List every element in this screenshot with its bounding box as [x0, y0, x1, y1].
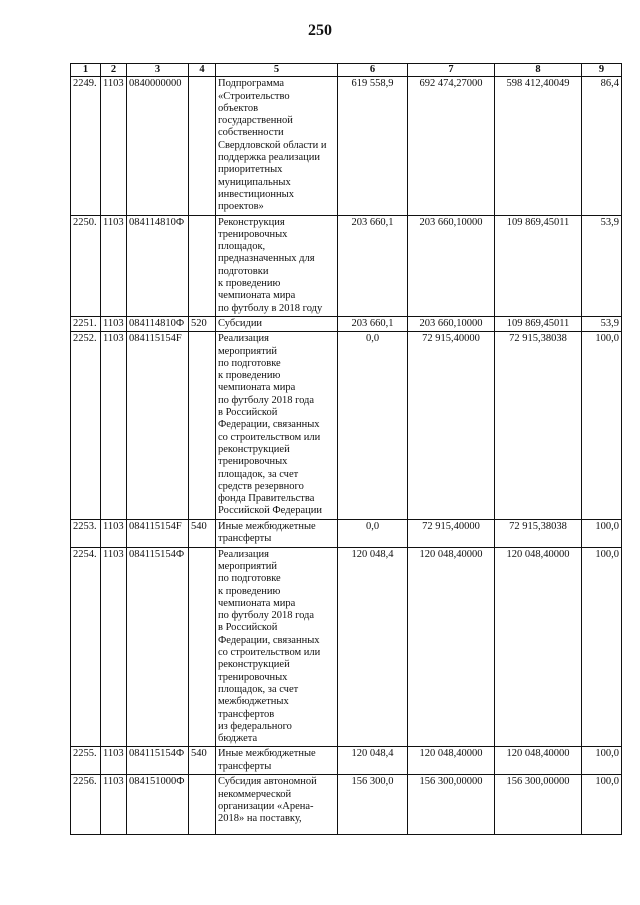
executed-amount: 598 412,40049 [495, 77, 582, 215]
column-header: 6 [338, 64, 408, 77]
executed-amount: 156 300,00000 [495, 775, 582, 835]
target-article-code: 0840000000 [127, 77, 189, 215]
execution-percent: 53,9 [582, 316, 622, 331]
section-code: 1103 [101, 747, 127, 775]
executed-amount: 120 048,40000 [495, 747, 582, 775]
item-name: Подпрограмма «Строительство объектов государственной собственности Свердловской области и поддержка реализации приоритетных муниципальных инвестиционных проектов» [216, 77, 338, 215]
execution-percent: 100,0 [582, 332, 622, 519]
expense-type-code: 540 [189, 747, 216, 775]
target-article-code: 084115154F [127, 332, 189, 519]
row-number: 2256. [71, 775, 101, 835]
item-name: Субсидия автономной некоммерческой организации «Арена- 2018» на поставку, [216, 775, 338, 835]
column-header: 5 [216, 64, 338, 77]
row-number: 2250. [71, 215, 101, 316]
item-name: Иные межбюджетные трансферты [216, 519, 338, 547]
expense-type-code [189, 215, 216, 316]
budget-table [70, 63, 622, 835]
planned-amount: 0,0 [338, 519, 408, 547]
column-header: 3 [127, 64, 189, 77]
expense-type-code [189, 547, 216, 747]
planned-amount: 0,0 [338, 332, 408, 519]
execution-percent: 100,0 [582, 547, 622, 747]
item-name: Реализация мероприятий по подготовке к проведению чемпионата мира по футболу 2018 года в Российской Федерации, связанных со строительством или реконструкцией тренировочных площадок, за счет средств резервного фонда Правительства Российской Федерации [216, 332, 338, 519]
row-number: 2255. [71, 747, 101, 775]
target-article-code: 084115154Ф [127, 747, 189, 775]
target-article-code: 084115154F [127, 519, 189, 547]
row-number: 2252. [71, 332, 101, 519]
item-name: Субсидии [216, 316, 338, 331]
row-number: 2249. [71, 77, 101, 215]
execution-percent: 53,9 [582, 215, 622, 316]
section-code: 1103 [101, 77, 127, 215]
revised-amount: 120 048,40000 [408, 547, 495, 747]
execution-percent: 86,4 [582, 77, 622, 215]
table-row [71, 332, 622, 519]
revised-amount: 72 915,40000 [408, 332, 495, 519]
item-name: Реализация мероприятий по подготовке к проведению чемпионата мира по футболу 2018 года в Российской Федерации, связанных со строительством или реконструкцией тренировочных площадок, за счет межбюджетных трансфертов из федерального бюджета [216, 547, 338, 747]
table-row [71, 519, 622, 547]
expense-type-code [189, 77, 216, 215]
planned-amount: 203 660,1 [338, 215, 408, 316]
table-header-row [71, 64, 622, 77]
executed-amount: 72 915,38038 [495, 332, 582, 519]
execution-percent: 100,0 [582, 519, 622, 547]
planned-amount: 156 300,0 [338, 775, 408, 835]
planned-amount: 120 048,4 [338, 547, 408, 747]
table-row [71, 316, 622, 331]
page-number: 250 [308, 22, 332, 39]
executed-amount: 120 048,40000 [495, 547, 582, 747]
planned-amount: 619 558,9 [338, 77, 408, 215]
expense-type-code: 520 [189, 316, 216, 331]
column-header: 2 [101, 64, 127, 77]
column-header: 4 [189, 64, 216, 77]
target-article-code: 084115154Ф [127, 547, 189, 747]
revised-amount: 203 660,10000 [408, 215, 495, 316]
table-row [71, 547, 622, 747]
table-row [71, 215, 622, 316]
executed-amount: 109 869,45011 [495, 215, 582, 316]
row-number: 2253. [71, 519, 101, 547]
target-article-code: 084114810Ф [127, 215, 189, 316]
column-header: 8 [495, 64, 582, 77]
execution-percent: 100,0 [582, 747, 622, 775]
table-row [71, 77, 622, 215]
planned-amount: 120 048,4 [338, 747, 408, 775]
expense-type-code [189, 775, 216, 835]
item-name: Иные межбюджетные трансферты [216, 747, 338, 775]
section-code: 1103 [101, 547, 127, 747]
executed-amount: 109 869,45011 [495, 316, 582, 331]
table-row [71, 747, 622, 775]
column-header: 7 [408, 64, 495, 77]
planned-amount: 203 660,1 [338, 316, 408, 331]
section-code: 1103 [101, 519, 127, 547]
section-code: 1103 [101, 775, 127, 835]
section-code: 1103 [101, 215, 127, 316]
column-header: 9 [582, 64, 622, 77]
expense-type-code [189, 332, 216, 519]
revised-amount: 203 660,10000 [408, 316, 495, 331]
revised-amount: 692 474,27000 [408, 77, 495, 215]
section-code: 1103 [101, 316, 127, 331]
row-number: 2251. [71, 316, 101, 331]
expense-type-code: 540 [189, 519, 216, 547]
revised-amount: 156 300,00000 [408, 775, 495, 835]
column-header: 1 [71, 64, 101, 77]
item-name: Реконструкция тренировочных площадок, предназначенных для подготовки к проведению чемпионата мира по футболу в 2018 году [216, 215, 338, 316]
row-number: 2254. [71, 547, 101, 747]
execution-percent: 100,0 [582, 775, 622, 835]
table-row [71, 775, 622, 835]
target-article-code: 084114810Ф [127, 316, 189, 331]
executed-amount: 72 915,38038 [495, 519, 582, 547]
revised-amount: 72 915,40000 [408, 519, 495, 547]
target-article-code: 084151000Ф [127, 775, 189, 835]
revised-amount: 120 048,40000 [408, 747, 495, 775]
section-code: 1103 [101, 332, 127, 519]
